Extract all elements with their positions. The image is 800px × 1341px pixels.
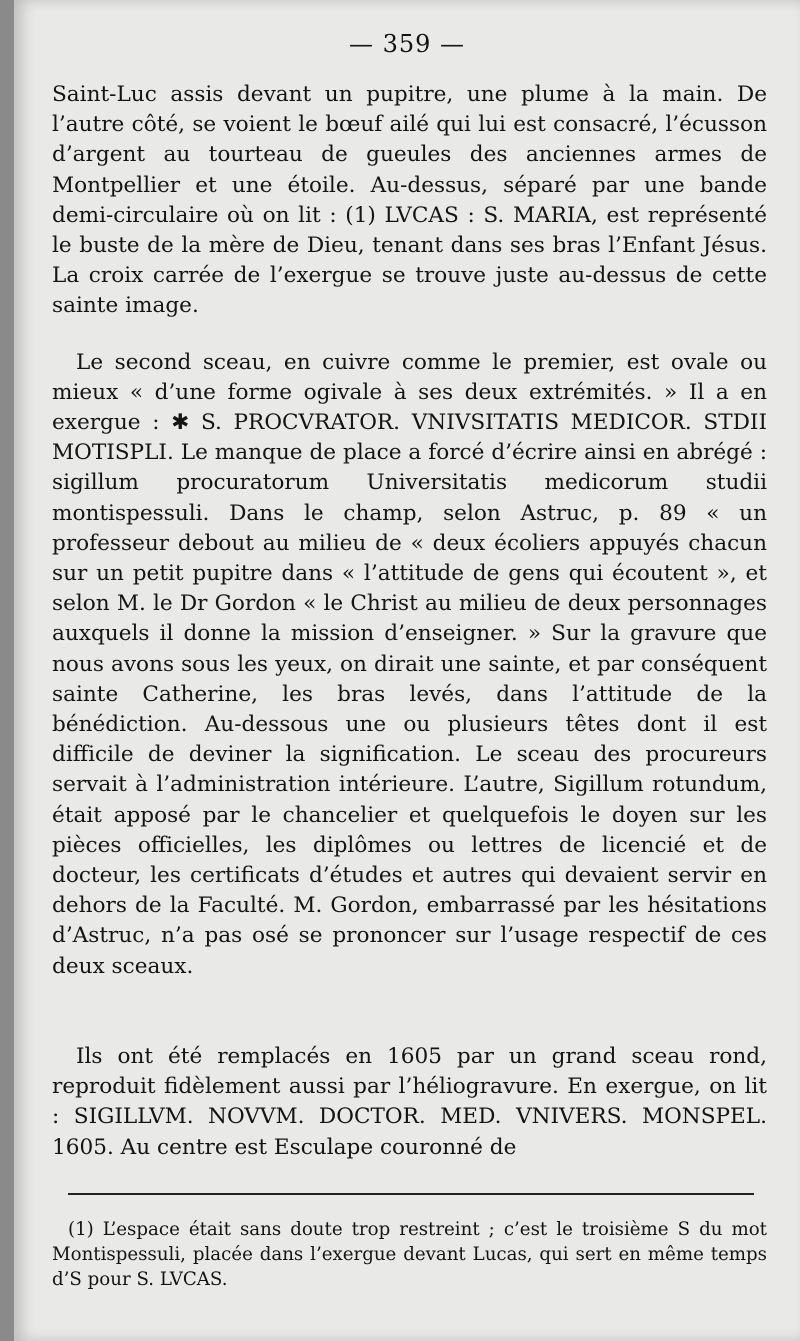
paragraph-2: Le second sceau, en cuivre comme le premier, est ovale ou mieux « d’une forme ogivale à ses deux extrémités. » Il a en exergue : ✱ S. PROCVRATOR. VNIVSITATIS MEDICOR. STDII MOTISPLI. Le manque de place a forcé d’écrire ainsi en abrégé : sigillum procuratorum Universitatis medicorum studii montispessuli. Dans le champ, selon Astruc, p. 89 « un professeur debout au milieu de « deux écoliers appuyés chacun sur un petit pupitre dans « l’attitude de gens qui écoutent », et selon M. le Dr Gordon « le Christ au milieu de deux personnages auxquels il donne la mission d’enseigner. » Sur la gravure que nous avons sous les yeux, on dirait une sainte, et par conséquent sainte Catherine, les bras levés, dans l’attitude de la bénédiction. Au-dessous une ou plusieurs têtes dont il est difficile de deviner la signification. Le sceau des procureurs servait à l’administration intérieure. L’autre, Sigillum rotundum, était apposé par le chancelier et quelquefois le doyen sur les pièces officielles, les diplômes ou lettres de licencié et de docteur, les certificats d’études et autres qui devaient servir en dehors de la Faculté. M. Gordon, embarrassé par les hésitations d’Astruc, n’a pas osé se prononcer sur l’usage respectif de ces deux sceaux. — [52, 349, 767, 979]
book-page — [14, 0, 800, 1341]
page-body — [52, 80, 767, 1163]
footnote — [52, 1217, 767, 1292]
footnote-text: (1) L’espace était sans doute trop restreint ; c’est le troisième S du mot Montispessuli, placée dans l’exergue devant Lucas, qui sert en même temps d’S pour S. LVCAS. — [52, 1219, 767, 1290]
paragraph-3: Ils ont été remplacés en 1605 par un grand sceau rond, reproduit fidèlement aussi par l’héliogravure. En exergue, on lit : SIGILLVM. NOVVM. DOCTOR. MED. VNIVERS. MONSPEL. 1605. Au centre est Esculape couronné de — [52, 1043, 767, 1160]
paragraph-1: Saint-Luc assis devant un pupitre, une plume à la main. De l’autre côté, se voient le bœuf ailé qui lui est consacré, l’écusson d’argent au tourteau de gueules des anciennes armes de Montpellier et une étoile. Au-dessus, séparé par une bande demi-circulaire où on lit : (1) LVCAS : S. MARIA, est représenté le buste de la mère de Dieu, tenant dans ses bras l’Enfant Jésus. La croix carrée de l’exergue se trouve juste au-dessus de cette sainte image. — [52, 82, 767, 319]
footnote-divider — [68, 1193, 754, 1195]
page-number: — 359 — — [348, 30, 466, 58]
